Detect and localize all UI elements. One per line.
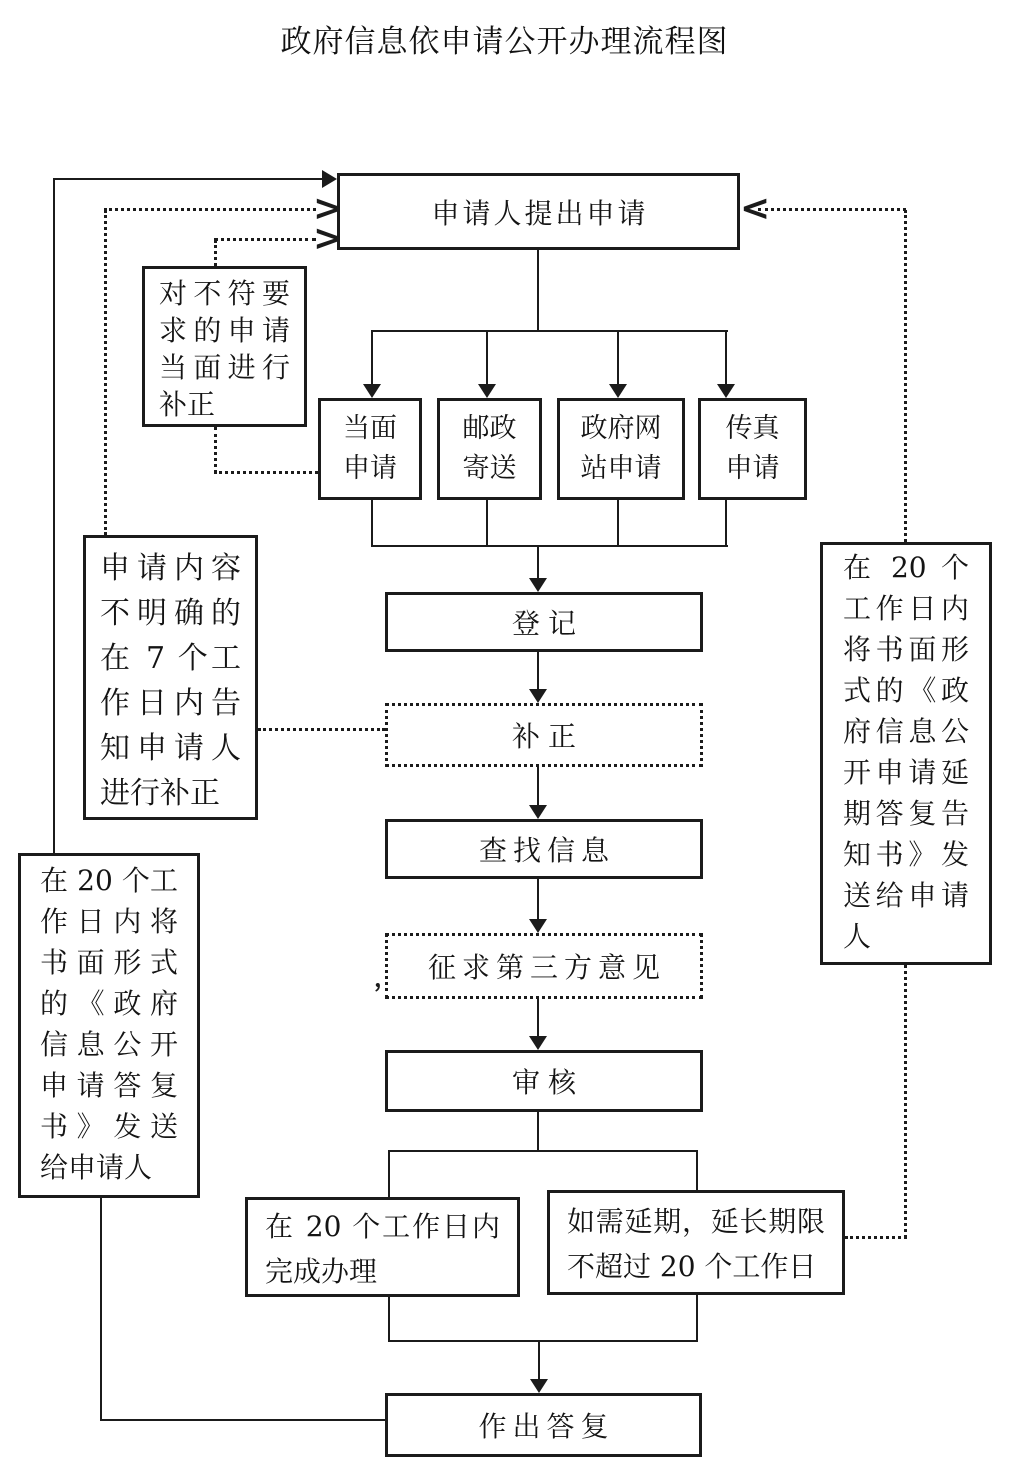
arrowhead-thirdparty <box>529 919 547 933</box>
flow-node-supplement-correction: 补正 <box>385 703 703 767</box>
connector-extension-merge <box>696 1295 698 1342</box>
connector-replyletter-down <box>100 1198 102 1421</box>
connector-to-website <box>617 330 619 385</box>
chevron-arrow-onsite: > <box>313 218 344 259</box>
flow-node-applicant-submits: 申请人提出申请 <box>337 173 740 250</box>
flow-node-fax-application: 传真申请 <box>698 398 807 500</box>
connector-fax-merge <box>725 500 727 547</box>
arrowhead-search <box>529 805 547 819</box>
connector-to-fax <box>725 330 727 385</box>
dotted-extension-up-upper <box>904 210 907 542</box>
note-extension-letter-20-days: 在 20 个工作日内将书面形式的《政府信息公开申请延期答复告知书》发送给申请人 <box>820 542 992 965</box>
connector-to-complete <box>388 1150 390 1197</box>
dotted-onsite-up <box>214 240 217 266</box>
connector-to-inperson <box>371 330 373 385</box>
connector-to-extension <box>696 1150 698 1190</box>
connector-apply-down <box>537 250 539 332</box>
flow-node-inperson-application: 当面申请 <box>318 398 422 500</box>
connector-to-register <box>537 545 539 580</box>
dotted-onsite-to-inperson <box>214 471 318 474</box>
diagram-title: 政府信息依申请公开办理流程图 <box>280 24 729 60</box>
connector-methods-merge-line <box>372 545 728 547</box>
flow-node-review: 审核 <box>385 1050 703 1112</box>
flow-node-postal-delivery: 邮政寄送 <box>437 398 542 500</box>
connector-search-thirdparty <box>537 879 539 921</box>
arrowhead-supplement <box>529 689 547 703</box>
flow-node-extension-needed: 如需延期，延长期限不超过 20 个工作日 <box>547 1190 845 1295</box>
connector-postal-merge <box>486 500 488 547</box>
flow-node-complete-20-days: 在 20 个工作日内完成办理 <box>245 1197 520 1297</box>
connector-supplement-search <box>537 767 539 807</box>
chevron-arrow-extension: < <box>740 188 771 229</box>
arrowhead-website <box>609 384 627 398</box>
arrowhead-reply <box>530 1379 548 1393</box>
connector-thirdparty-review <box>537 999 539 1038</box>
connector-options-merge-line <box>388 1340 698 1342</box>
dotted-extension-up-lower <box>904 965 907 1238</box>
connector-register-supplement <box>537 652 539 691</box>
flow-node-government-website: 政府网站申请 <box>557 398 685 500</box>
flow-node-third-party-opinion: 征求第三方意见 <box>385 933 703 999</box>
note-reply-letter-20-days: 在 20 个工作日内将书面形式的《政府信息公开申请答复书》发送给申请人 <box>18 853 200 1198</box>
connector-to-reply <box>538 1340 540 1380</box>
connector-to-postal <box>486 330 488 385</box>
flow-node-register: 登记 <box>385 592 703 652</box>
arrowhead-fax <box>717 384 735 398</box>
connector-website-merge <box>617 500 619 547</box>
connector-inperson-merge <box>371 500 373 547</box>
arrowhead-review <box>529 1036 547 1050</box>
arrowhead-postal <box>478 384 496 398</box>
arrowhead-inperson <box>363 384 381 398</box>
note-clarify-within-7-days: 申请内容不明确的在 7 个工作日内告知申请人进行补正 <box>83 535 258 820</box>
dotted-clarify-to-apply <box>104 208 316 211</box>
note-onsite-correction: 对不符要求的申请当面进行补正 <box>142 266 307 427</box>
dotted-clarify-to-supplement <box>258 728 385 731</box>
stray-mark: ， <box>374 963 398 992</box>
chevron-arrow-clarify: > <box>313 188 344 229</box>
connector-replyletter-to-reply <box>100 1419 385 1421</box>
dotted-extension-out <box>845 1236 907 1239</box>
connector-review-down <box>537 1112 539 1152</box>
flow-node-search-information: 查找信息 <box>385 819 703 879</box>
connector-replyletter-up <box>53 178 55 855</box>
dotted-onsite-down <box>214 427 217 473</box>
arrowhead-register <box>529 578 547 592</box>
connector-split-options <box>388 1150 697 1152</box>
connector-distribute-methods <box>372 330 728 332</box>
arrowhead-return-apply <box>322 170 337 188</box>
connector-return-to-apply <box>53 178 325 180</box>
dotted-extension-to-apply <box>758 208 906 211</box>
dotted-onsite-to-apply <box>214 238 316 241</box>
connector-complete-merge <box>388 1297 390 1342</box>
dotted-clarify-up <box>104 210 107 535</box>
flow-node-make-reply: 作出答复 <box>385 1393 702 1457</box>
